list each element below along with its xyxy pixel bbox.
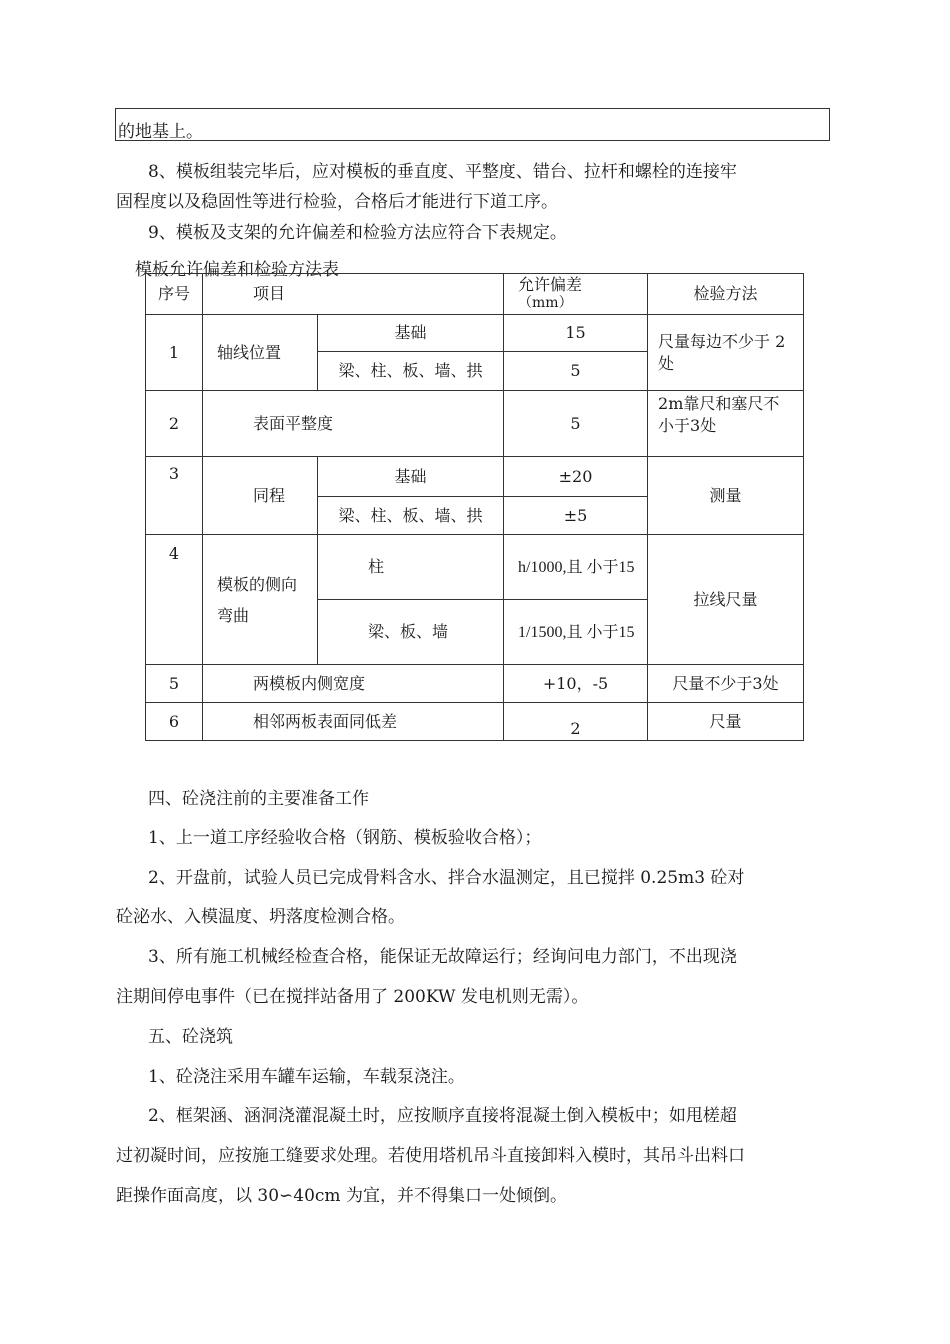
paragraph-8-line1: 8、模板组装完毕后，应对模板的垂直度、平整度、错台、拉杆和螺栓的连接牢 (148, 162, 737, 182)
row1-tol1: 15 (504, 315, 648, 352)
row4-sub2: 梁、板、墙 (318, 600, 504, 665)
section-5-p2-line2: 过初凝时间，应按施工缝要求处理。若使用塔机吊斗直接卸料入模时，其吊斗出料口 (116, 1146, 745, 1166)
row3-no: 3 (146, 457, 203, 535)
table-row (146, 535, 804, 600)
row3-item: 同程 (203, 457, 318, 535)
row2-no: 2 (146, 391, 203, 457)
row2-tol: 5 (504, 391, 648, 457)
row1-no: 1 (146, 315, 203, 391)
row2-method-line1: 2m靠尺和塞尺不 (658, 394, 780, 413)
row4-tol2: 1/1500,且 小于15 (504, 600, 648, 665)
table-row (146, 315, 804, 352)
row3-tol1: ±20 (504, 457, 648, 497)
row2-method-clip (658, 393, 799, 456)
header-item: 项目 (203, 274, 504, 315)
row4-sub1: 柱 (318, 535, 504, 600)
row1-method: 尺量每边不少于 2处 (648, 315, 804, 391)
continued-text-box (115, 108, 830, 141)
header-tolerance (504, 274, 648, 315)
section-5-p1: 1、砼浇注采用车罐车运输，车载泵浇注。 (148, 1067, 465, 1087)
row2-item: 表面平整度 (203, 391, 504, 457)
table-header-row (146, 274, 804, 315)
header-no: 序号 (146, 274, 203, 315)
header-tolerance-label: 允许偏差 (518, 275, 583, 294)
row6-tol: 2 (504, 703, 648, 741)
row5-item: 两模板内侧宽度 (203, 665, 504, 703)
section-4-title: 四、砼浇注前的主要准备工作 (148, 789, 369, 809)
row5-tol: +10，-5 (504, 665, 648, 703)
row1-tol2: 5 (504, 352, 648, 391)
row4-no: 4 (146, 535, 203, 665)
table-title: 模板允许偏差和检验方法表 (135, 260, 339, 280)
paragraph-9: 9、模板及支架的允许偏差和检验方法应符合下表规定。 (148, 223, 567, 243)
row3-tol2: ±5 (504, 497, 648, 535)
row5-method: 尺量不少于3处 (648, 665, 804, 703)
section-5-p2-line1: 2、框架涵、涵洞浇灌混凝土时，应按顺序直接将混凝土倒入模板中；如甩槎超 (148, 1106, 737, 1126)
row6-no: 6 (146, 703, 203, 741)
section-4-p3-line2: 注期间停电事件（已在搅拌站备用了 200KW 发电机则无需）。 (116, 987, 589, 1007)
section-4-p2-line2: 砼泌水、入模温度、坍落度检测合格。 (116, 907, 405, 927)
section-4-p3-line1: 3、所有施工机械经检查合格，能保证无故障运行；经询问电力部门，不出现浇 (148, 947, 737, 967)
row6-method: 尺量 (648, 703, 804, 741)
table-row (146, 457, 804, 497)
table-row (146, 703, 804, 741)
row1-item: 轴线位置 (203, 315, 318, 391)
header-tolerance-unit: （mm） (518, 295, 573, 311)
section-4-p1: 1、上一道工序经验收合格（钢筋、模板验收合格）； (148, 828, 542, 848)
row4-item-line1: 模板的侧向 (217, 574, 298, 594)
row6-item: 相邻两板表面同低差 (203, 703, 504, 741)
row4-item (203, 535, 318, 665)
section-4-p2-line1: 2、开盘前，试验人员已完成骨料含水、拌合水温测定，且已搅拌 0.25m3 砼对 (148, 868, 745, 888)
table-row (146, 665, 804, 703)
row4-tol1: h/1000,且 小于15 (504, 535, 648, 600)
row3-sub1: 基础 (318, 457, 504, 497)
paragraph-8-line2: 固程度以及稳固性等进行检验，合格后才能进行下道工序。 (116, 192, 558, 212)
row4-item-line2: 弯曲 (217, 605, 250, 625)
row1-sub2: 梁、柱、板、墙、拱 (318, 352, 504, 391)
table-row (146, 391, 804, 457)
row2-method (648, 391, 804, 457)
row3-sub2: 梁、柱、板、墙、拱 (318, 497, 504, 535)
header-method: 检验方法 (648, 274, 804, 315)
row4-method: 拉线尺量 (648, 535, 804, 665)
row3-method: 测量 (648, 457, 804, 535)
row2-method-line2: 小于3处 (658, 416, 717, 435)
continued-text: 的地基上。 (118, 122, 203, 142)
tolerance-table (145, 273, 804, 741)
section-5-title: 五、砼浇筑 (148, 1027, 233, 1047)
section-5-p2-line3: 距操作面高度，以 30∽40cm 为宜，并不得集口一处倾倒。 (116, 1186, 567, 1206)
row1-sub1: 基础 (318, 315, 504, 352)
row5-no: 5 (146, 665, 203, 703)
